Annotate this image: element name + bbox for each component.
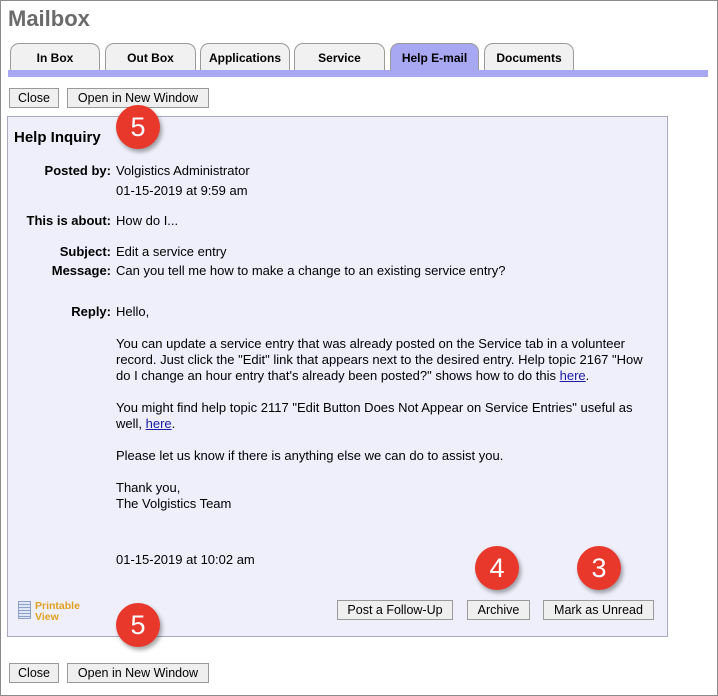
document-icon [18, 601, 31, 619]
tab-service[interactable]: Service [294, 43, 385, 71]
about-label: This is about: [26, 213, 111, 228]
reply-signoff: Thank you, [116, 480, 181, 495]
callout-badge-3: 3 [577, 546, 621, 590]
tab-in-box[interactable]: In Box [10, 43, 100, 71]
reply-label: Reply: [71, 304, 111, 319]
callout-badge-5-bottom: 5 [116, 603, 160, 647]
reply-link-topic-2117[interactable]: here [145, 416, 172, 431]
callout-badge-5-top: 5 [116, 105, 160, 149]
posted-date: 01-15-2019 at 9:59 am [116, 183, 248, 198]
printable-view-link[interactable] [18, 601, 80, 623]
message-value: Can you tell me how to make a change to an existing service entry? [116, 263, 506, 278]
subject-label: Subject: [59, 244, 111, 259]
message-heading: Help Inquiry [14, 129, 101, 146]
reply-link-topic-2167[interactable]: here [559, 368, 586, 383]
reply-paragraph-3: Please let us know if there is anything else we can do to assist you. [116, 448, 504, 463]
close-button-top[interactable]: Close [9, 88, 59, 108]
about-value: How do I... [116, 213, 179, 228]
message-label: Message: [51, 263, 111, 278]
reply-date: 01-15-2019 at 10:02 am [116, 552, 255, 567]
archive-button[interactable]: Archive [467, 600, 530, 620]
tab-out-box[interactable]: Out Box [105, 43, 196, 71]
subject-value: Edit a service entry [116, 244, 227, 259]
printable-view-line1: Printable [35, 600, 80, 612]
open-new-window-button-top[interactable]: Open in New Window [67, 88, 209, 108]
reply-paragraph-2: You might find help topic 2117 "Edit Button Does Not Appear on Service Entries" useful as well, here. [116, 400, 633, 431]
tab-documents[interactable]: Documents [484, 43, 574, 71]
tab-help-email[interactable]: Help E-mail [390, 43, 479, 71]
mark-as-unread-button[interactable]: Mark as Unread [543, 600, 654, 620]
message-panel [7, 116, 668, 637]
reply-signature: The Volgistics Team [116, 496, 232, 511]
tab-underline [8, 70, 708, 77]
tab-applications[interactable]: Applications [200, 43, 290, 71]
post-follow-up-button[interactable]: Post a Follow-Up [337, 600, 453, 620]
posted-by-label: Posted by: [44, 163, 111, 178]
page-title: Mailbox [8, 6, 90, 31]
reply-greeting: Hello, [116, 304, 150, 319]
open-new-window-button-bottom[interactable]: Open in New Window [67, 663, 209, 683]
posted-by-value: Volgistics Administrator [116, 163, 250, 178]
reply-paragraph-1: You can update a service entry that was already posted on the Service tab in a volunteer record. Just click the "Edit" link that appears next to the desired entry. Help topic 2167 "How do I change an hour entry that's already been posted?" shows how to do this here. [116, 336, 643, 383]
close-button-bottom[interactable]: Close [9, 663, 59, 683]
printable-view-line2: View [35, 611, 59, 623]
callout-badge-4: 4 [475, 546, 519, 590]
